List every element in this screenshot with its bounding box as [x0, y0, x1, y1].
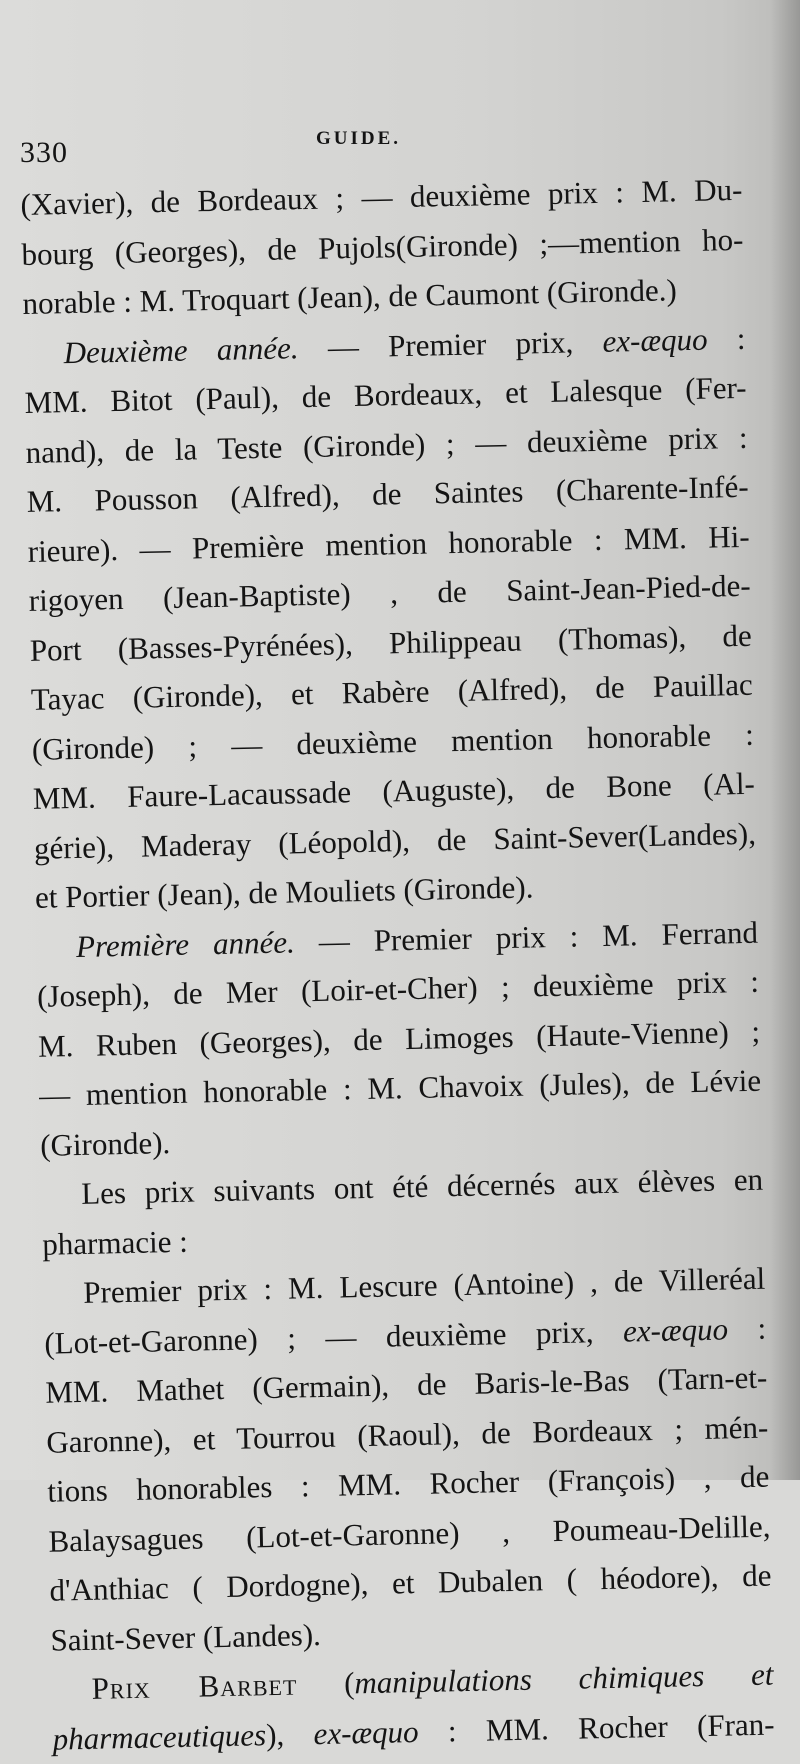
- text-segment: gérie), Maderay (Léopold), de Saint-Sever(Landes),: [33, 815, 757, 866]
- text-segment: d'Anthiac ( Dordogne), et Dubalen ( héodore), de: [49, 1557, 772, 1608]
- text-segment: (Gironde).: [39, 1124, 171, 1163]
- text-segment: rieure). — Première mention honorable : MM. Hi-: [27, 518, 750, 569]
- text-segment: Port (Basses-Pyrénées), Philippeau (Thomas), de: [29, 617, 753, 668]
- text-segment: Deuxième année.: [63, 329, 299, 370]
- body-text: [20, 165, 775, 1764]
- text-segment: Prix Barbet: [91, 1666, 298, 1706]
- text-segment: :: [707, 320, 746, 357]
- text-segment: Balaysagues (Lot-et-Garonne) , Poumeau-Delille,: [48, 1508, 771, 1559]
- text-segment: — Premier prix : M. Ferrand: [294, 914, 759, 959]
- text-segment: norable : M. Troquart (Jean), de Caumont (Gironde.): [22, 272, 678, 321]
- text-segment: — Premier prix,: [298, 323, 603, 365]
- text-segment: : MM. Rocher (Fran-: [418, 1706, 775, 1749]
- text-segment: Première année.: [75, 923, 296, 964]
- page-edge-shadow: [770, 0, 800, 1480]
- text-segment: ex-æquo: [313, 1713, 419, 1751]
- text-segment: (Xavier), de Bordeaux ; — deuxième prix : M. Du-: [20, 171, 743, 222]
- text-segment: ),: [265, 1715, 314, 1752]
- text-segment: — mention honorable : M. Chavoix (Jules), de Lévie: [38, 1062, 762, 1113]
- text-segment: bourg (Georges), de Pujols(Gironde) ;—mention ho-: [21, 221, 744, 272]
- text-segment: :: [727, 1310, 767, 1346]
- text-segment: manipulations chimiques et: [354, 1656, 774, 1701]
- text-segment: (Gironde) ; — deuxième mention honorable :: [31, 716, 755, 767]
- text-segment: (Lot-et-Garonne) ; — deuxième prix,: [43, 1313, 624, 1361]
- text-segment: nand), de la Teste (Gironde) ; — deuxième prix :: [25, 419, 748, 470]
- page-number: 330: [20, 136, 68, 169]
- text-segment: MM. Faure-Lacaussade (Auguste), de Bone (Al-: [32, 765, 756, 816]
- running-head: GUIDE.: [316, 128, 402, 149]
- text-segment: rigoyen (Jean-Baptiste) , de Saint-Jean-Pied-de-: [28, 567, 752, 618]
- text-segment: ex-æquo: [602, 321, 708, 359]
- text-segment: M. Ruben (Georges), de Limoges (Haute-Vienne) ;: [37, 1013, 761, 1064]
- text-segment: (: [296, 1665, 355, 1702]
- text-segment: et Portier (Jean), de Mouliets (Gironde).: [34, 869, 534, 915]
- text-segment: pharmacie :: [41, 1223, 189, 1262]
- text-segment: ex-æquo: [622, 1310, 729, 1349]
- text-segment: Garonne), et Tourrou (Raoul), de Bordeaux ; mén-: [46, 1409, 769, 1460]
- text-segment: Tayac (Gironde), et Rabère (Alfred), de Pauillac: [30, 666, 754, 717]
- text-segment: Saint-Sever (Landes).: [50, 1616, 322, 1658]
- text-segment: M. Pousson (Alfred), de Saintes (Charente-Infé-: [26, 468, 749, 519]
- text-segment: MM. Mathet (Germain), de Baris-le-Bas (Tarn-et-: [45, 1359, 768, 1410]
- text-segment: pharmaceutiques: [52, 1716, 267, 1757]
- page-header: [20, 128, 720, 168]
- text-segment: MM. Bitot (Paul), de Bordeaux, et Lalesque (Fer-: [24, 369, 747, 420]
- text-segment: tions honorables : MM. Rocher (François) , de: [47, 1458, 770, 1509]
- text-segment: Les prix suivants ont été décernés aux élèves en: [80, 1161, 764, 1211]
- text-segment: Premier prix : M. Lescure (Antoine) , de Villeréal: [82, 1260, 766, 1310]
- text-segment: (Joseph), de Mer (Loir-et-Cher) ; deuxième prix :: [36, 963, 760, 1014]
